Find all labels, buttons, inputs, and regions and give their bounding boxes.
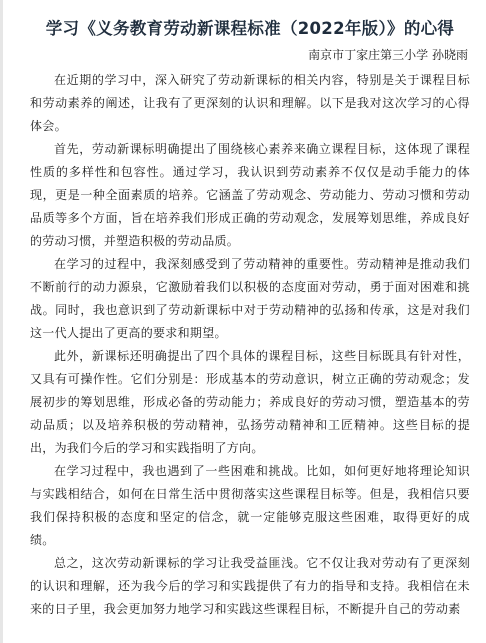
paragraph: 在学习的过程中，我深刻感受到了劳动精神的重要性。劳动精神是推动我们不断前行的动力源泉，它激励着我们以积极的态度面对劳动，勇于面对困难和挑战。同时，我也意识到了劳动新课标中对于劳动精神的弘扬和传承，这是对我们这一代人提出了更高的要求和期望。: [30, 257, 470, 340]
page-edge: [0, 0, 3, 643]
paragraph: 在近期的学习中，深入研究了劳动新课标的相关内容，特别是关于课程目标和劳动素养的阐述，让我有了更深刻的认识和理解。以下是我对这次学习的心得体会。: [30, 73, 470, 133]
document-content: [30, 18, 470, 621]
paragraph: 此外，新课标还明确提出了四个具体的课程目标，这些目标既具有针对性，又具有可操作性。它们分别是：形成基本的劳动意识，树立正确的劳动观念；发展初步的筹划思维，形成必备的劳动能力；养成良好的劳动习惯，塑造基本的劳动品质；以及培养积极的劳动精神，弘扬劳动精神和工匠精神。这些目标的提出，为我们今后的学习和实践指明了方向。: [30, 349, 470, 455]
paragraph: 在学习过程中，我也遇到了一些困难和挑战。比如，如何更好地将理论知识与实践相结合，如何在日常生活中贯彻落实这些课程目标等。但是，我相信只要我们保持积极的态度和坚定的信念，就一定能够克服这些困难，取得更好的成绩。: [30, 464, 470, 547]
document-body: [30, 69, 470, 621]
author-line: 南京市丁家庄第三小学 孙晓雨: [308, 48, 468, 62]
paragraph: 总之，这次劳动新课标的学习让我受益匪浅。它不仅让我对劳动有了更深刻的认识和理解，还为我今后的学习和实践提供了有力的指导和支持。我相信在未来的日子里，我会更加努力地学习和实践这些课程目标，不断提升自己的劳动素: [30, 556, 470, 616]
paragraph: 首先，劳动新课标明确提出了围绕核心素养来确立课程目标，这体现了课程性质的多样性和包容性。通过学习，我认识到劳动素养不仅仅是动手能力的体现，更是一种全面素质的培养。它涵盖了劳动观念、劳动能力、劳动习惯和劳动品质等多个方面，旨在培养我们形成正确的劳动观念，发展筹划思维，养成良好的劳动习惯，并塑造积极的劳动品质。: [30, 142, 470, 248]
document-title: 学习《义务教育劳动新课程标准（2022年版）》的心得: [45, 19, 455, 38]
